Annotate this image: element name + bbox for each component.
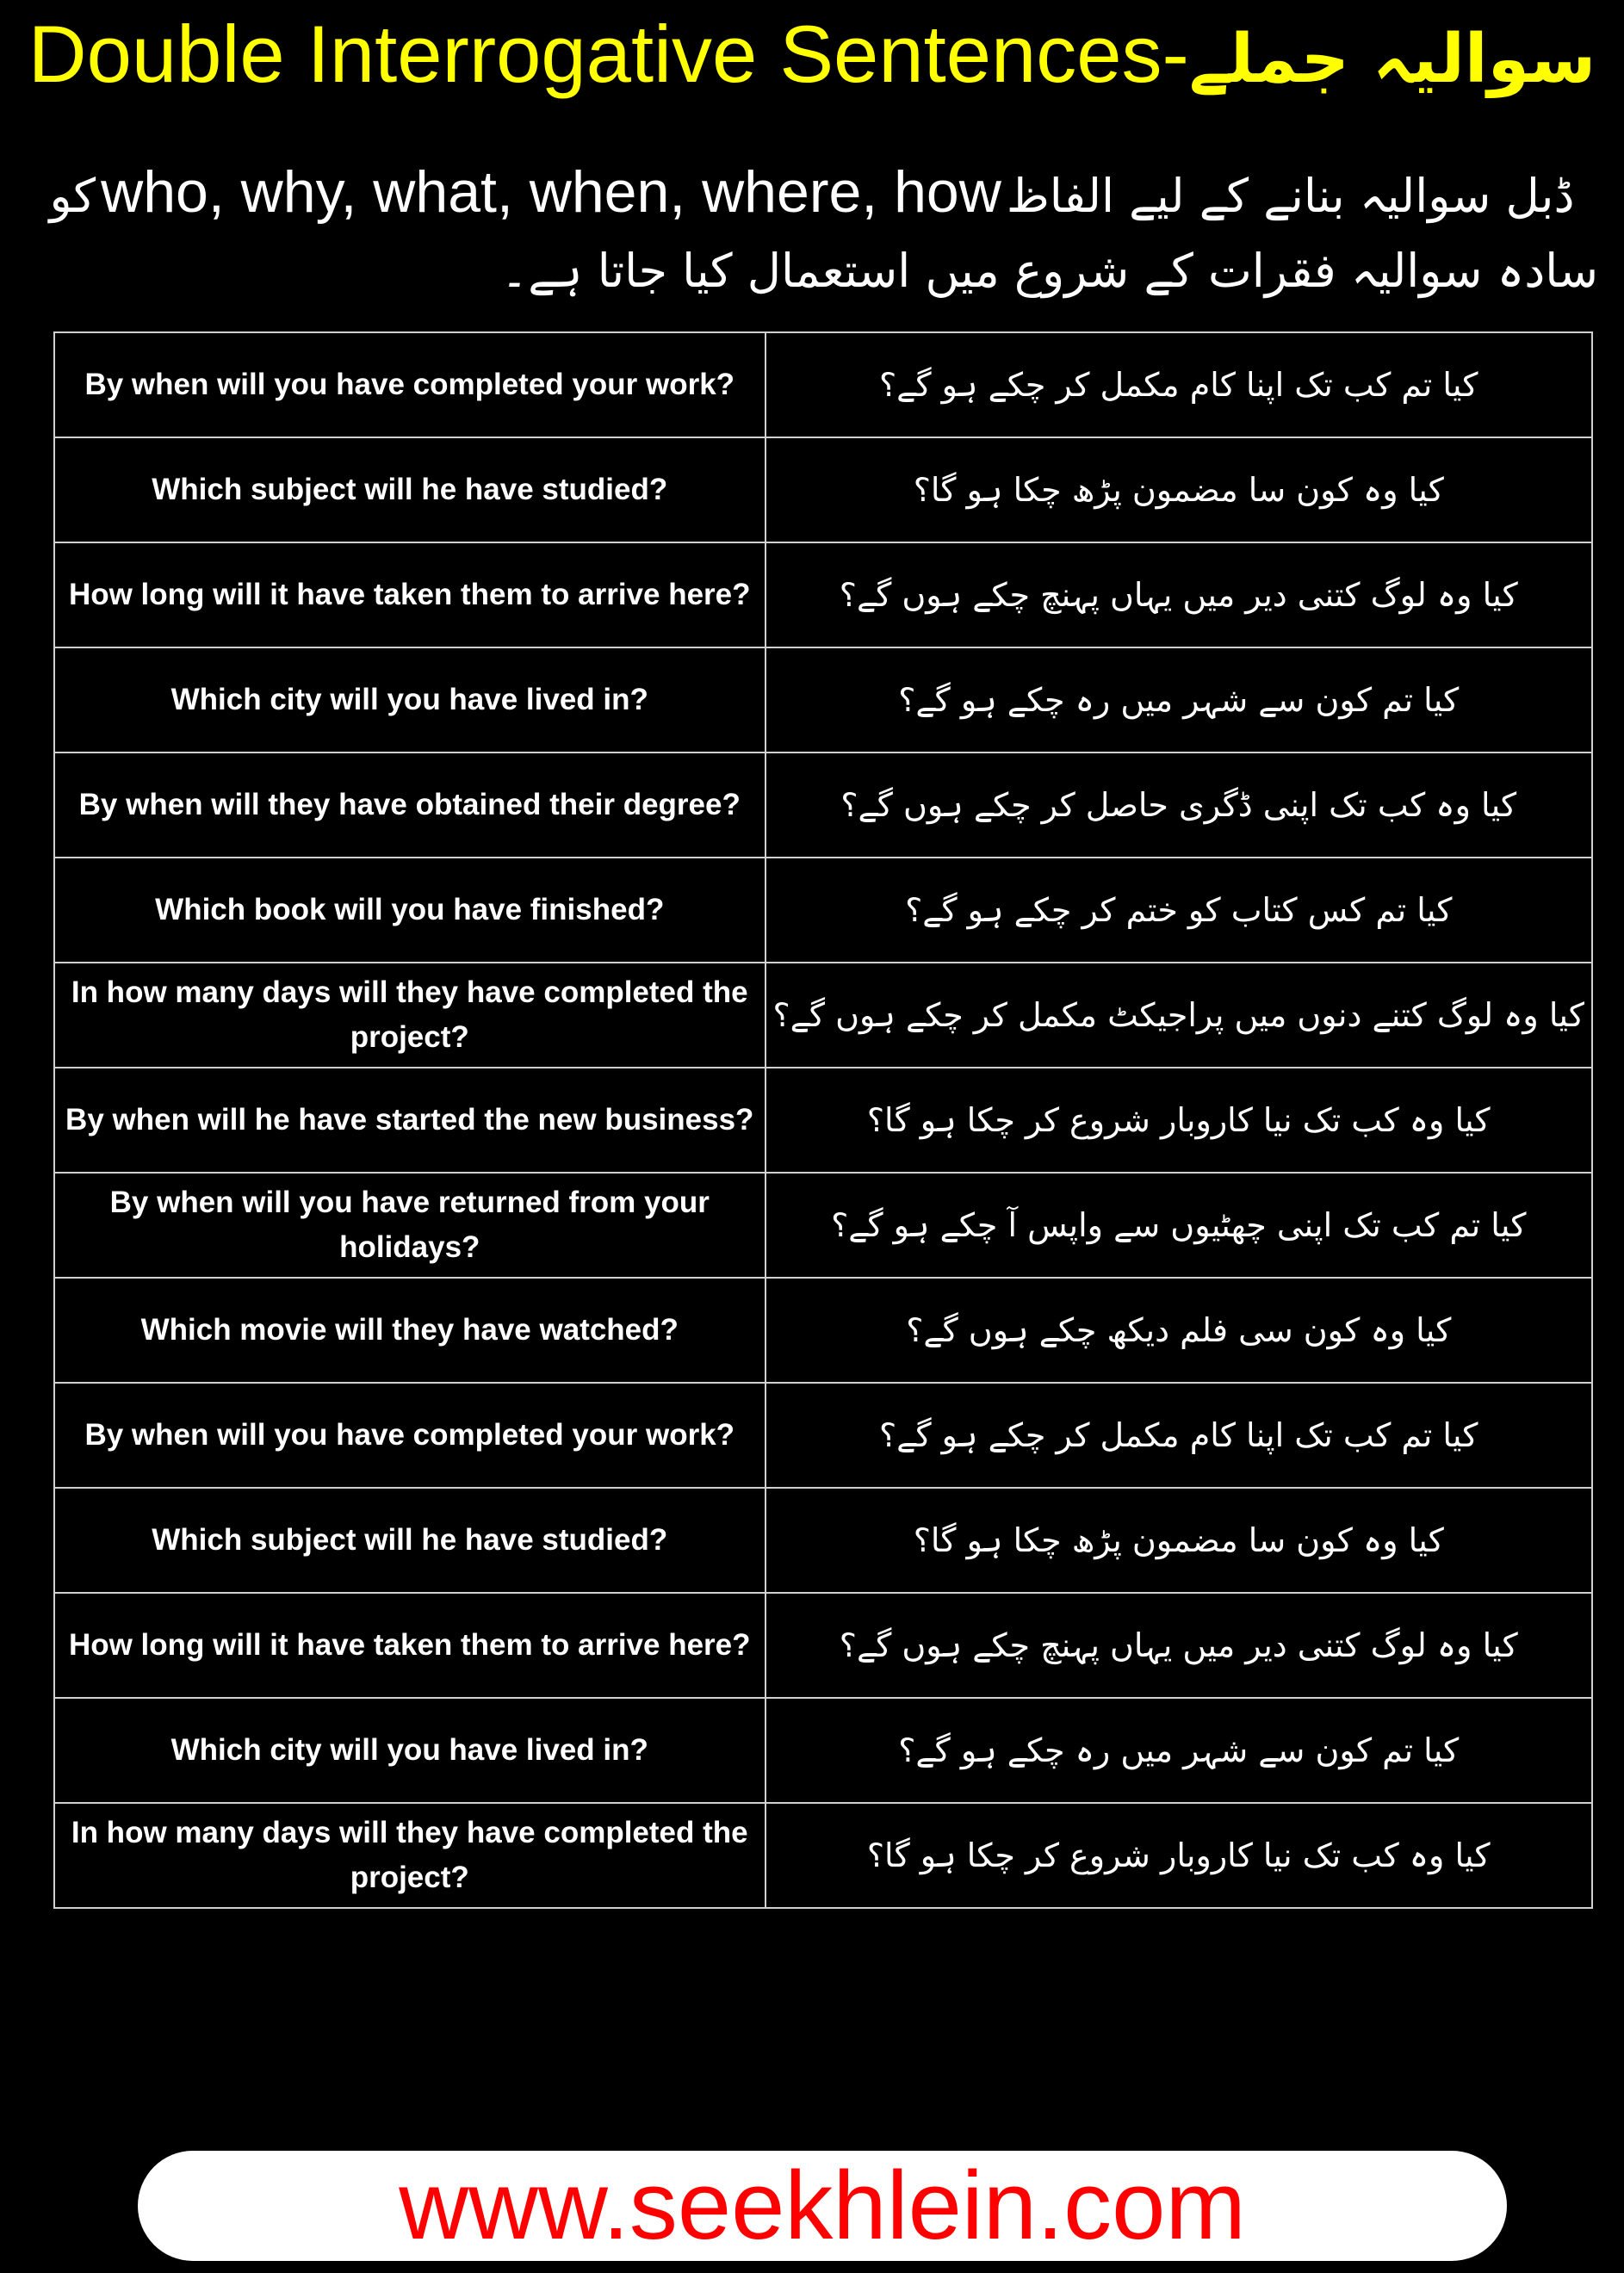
table-row [54, 647, 1592, 753]
urdu-sentence: کیا وہ لوگ کتنی دیر میں یہاں پہنچ چکے ہوں گے؟ [766, 1593, 1593, 1698]
subtitle-urdu-start: ڈبل سوالیہ بنانے کے لیے الفاظ [1006, 169, 1575, 223]
website-banner [138, 2151, 1507, 2261]
urdu-sentence: کیا تم کب تک اپنی چھٹیوں سے واپس آ چکے ہو گے؟ [766, 1173, 1593, 1278]
urdu-sentence: کیا تم کون سے شہر میں رہ چکے ہو گے؟ [766, 1698, 1593, 1803]
table-row [54, 1383, 1592, 1488]
subtitle-question-words: who, why, what, when, where, how [101, 159, 1001, 225]
english-sentence: How long will it have taken them to arrive here? [54, 542, 766, 647]
english-sentence: By when will you have completed your work? [54, 1383, 766, 1488]
table-row [54, 858, 1592, 963]
english-sentence: By when will you have returned from your holidays? [54, 1173, 766, 1278]
english-sentence: In how many days will they have completed the project? [54, 963, 766, 1068]
english-sentence: Which subject will he have studied? [54, 1488, 766, 1593]
english-sentence: Which book will you have finished? [54, 858, 766, 963]
sentence-table [53, 331, 1593, 1909]
english-sentence: By when will they have obtained their degree? [54, 753, 766, 858]
urdu-sentence: کیا وہ لوگ کتنے دنوں میں پراجیکٹ مکمل کر چکے ہوں گے؟ [766, 963, 1593, 1068]
english-sentence: Which city will you have lived in? [54, 1698, 766, 1803]
urdu-sentence: کیا تم کب تک اپنا کام مکمل کر چکے ہو گے؟ [766, 1383, 1593, 1488]
urdu-sentence: کیا وہ کون سی فلم دیکھ چکے ہوں گے؟ [766, 1278, 1593, 1383]
table-row [54, 963, 1592, 1068]
english-sentence: Which movie will they have watched? [54, 1278, 766, 1383]
urdu-sentence: کیا وہ کب تک اپنی ڈگری حاصل کر چکے ہوں گے؟ [766, 753, 1593, 858]
table-row [54, 1593, 1592, 1698]
english-sentence: By when will you have completed your work? [54, 332, 766, 437]
subtitle-urdu-end: کو [49, 169, 96, 223]
website-url[interactable]: www.seekhlein.com [399, 2152, 1246, 2259]
table-row [54, 542, 1592, 647]
english-sentence: How long will it have taken them to arrive here? [54, 1593, 766, 1698]
table-row [54, 1803, 1592, 1908]
urdu-sentence: کیا وہ کون سا مضمون پڑھ چکا ہو گا؟ [766, 1488, 1593, 1593]
page-title [0, 7, 1624, 107]
english-sentence: Which subject will he have studied? [54, 437, 766, 542]
title-english: Double Interrogative Sentences- [28, 9, 1189, 99]
table-row [54, 1173, 1592, 1278]
english-sentence: By when will he have started the new business? [54, 1068, 766, 1173]
table-row [54, 1488, 1592, 1593]
table-row [54, 1068, 1592, 1173]
urdu-sentence: کیا تم کس کتاب کو ختم کر چکے ہو گے؟ [766, 858, 1593, 963]
urdu-sentence: کیا تم کب تک اپنا کام مکمل کر چکے ہو گے؟ [766, 332, 1593, 437]
urdu-sentence: کیا وہ لوگ کتنی دیر میں یہاں پہنچ چکے ہوں گے؟ [766, 542, 1593, 647]
subtitle-line-2: سادہ سوالیہ فقرات کے شروع میں استعمال کیا جاتا ہے۔ [500, 244, 1598, 298]
table-row [54, 1278, 1592, 1383]
title-urdu: سوالیہ جملے [1188, 21, 1596, 98]
urdu-sentence: کیا تم کون سے شہر میں رہ چکے ہو گے؟ [766, 647, 1593, 753]
urdu-sentence: کیا وہ کون سا مضمون پڑھ چکا ہو گا؟ [766, 437, 1593, 542]
subtitle-line-1 [17, 153, 1607, 235]
urdu-sentence: کیا وہ کب تک نیا کاروبار شروع کر چکا ہو گا؟ [766, 1803, 1593, 1908]
english-sentence: Which city will you have lived in? [54, 647, 766, 753]
table-row [54, 437, 1592, 542]
urdu-sentence: کیا وہ کب تک نیا کاروبار شروع کر چکا ہو گا؟ [766, 1068, 1593, 1173]
table-row [54, 1698, 1592, 1803]
english-sentence: In how many days will they have completed the project? [54, 1803, 766, 1908]
table-row [54, 332, 1592, 437]
table-row [54, 753, 1592, 858]
